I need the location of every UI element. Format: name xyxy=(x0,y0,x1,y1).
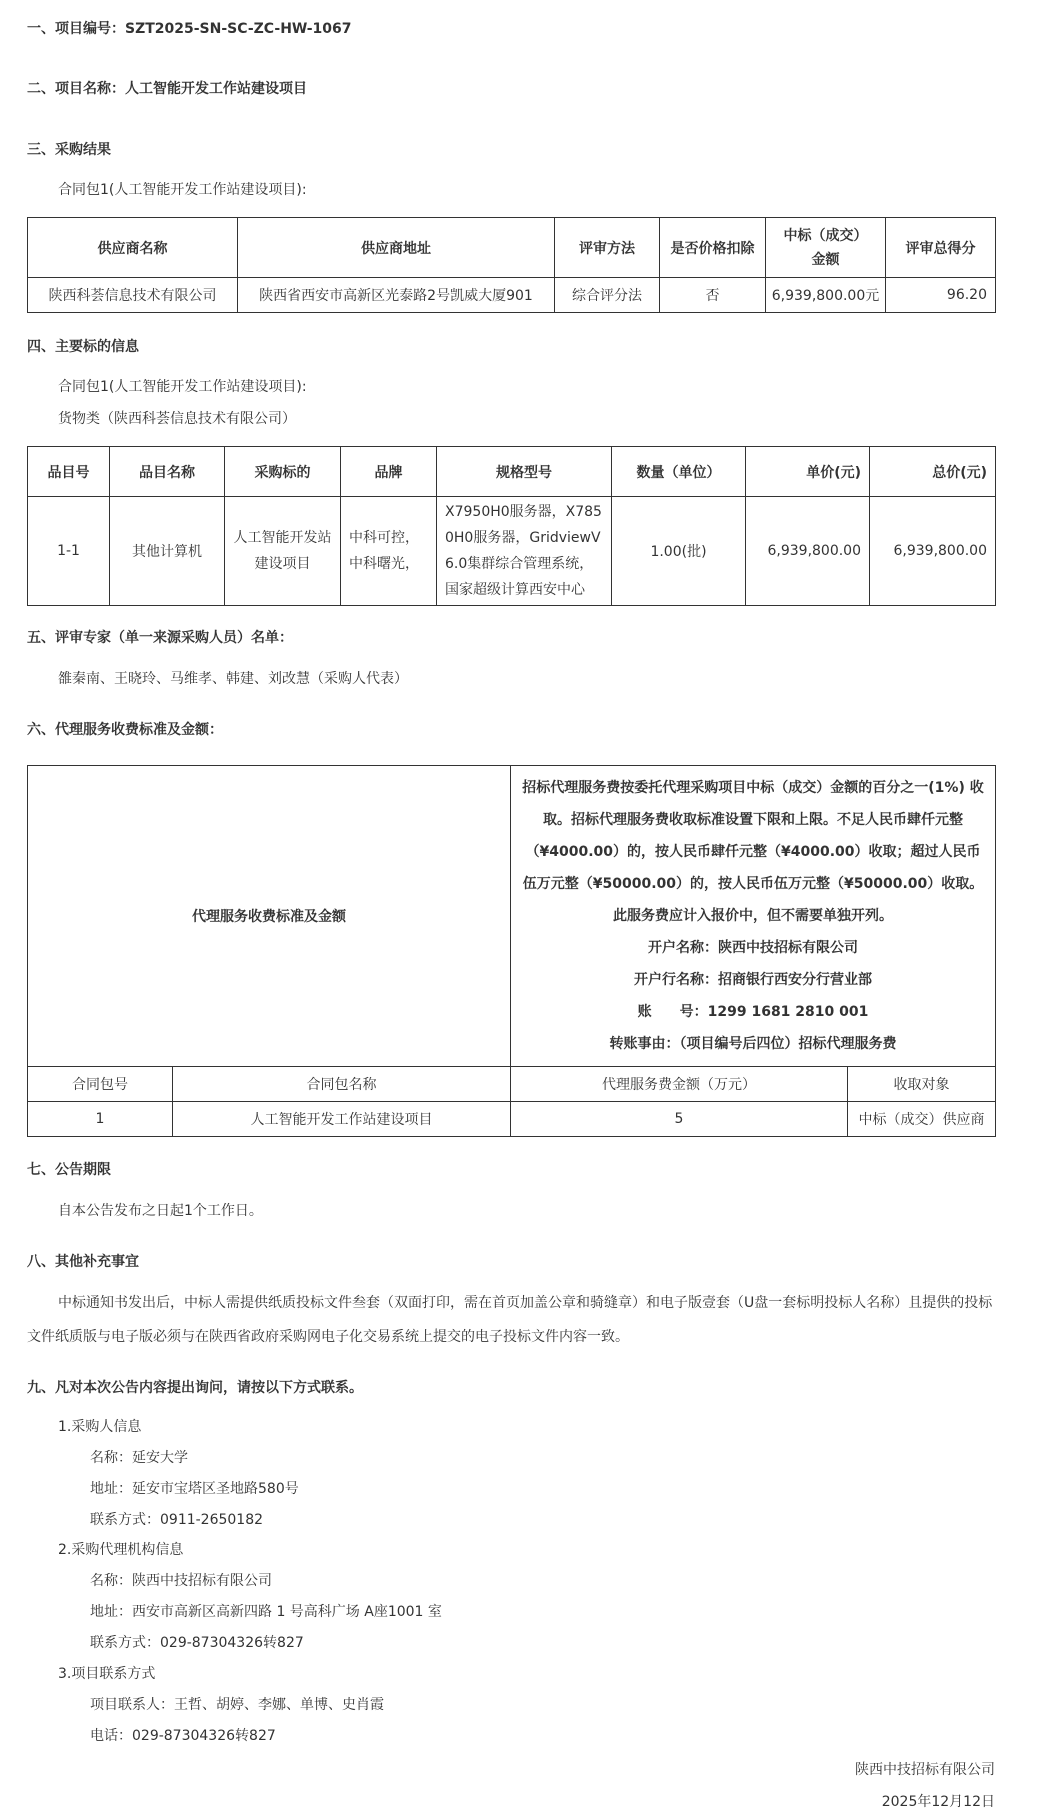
item-number: 1-1 xyxy=(28,497,110,606)
header-cell: 合同包号 xyxy=(28,1067,173,1102)
brand: 中科可控，中科曙光， xyxy=(341,497,437,606)
fee-standard-row xyxy=(28,766,996,1067)
item-name: 其他计算机 xyxy=(110,497,225,606)
header-cell: 总价(元) xyxy=(870,447,996,497)
result-table-header xyxy=(28,218,996,278)
project-contact-phone: 电话：029-87304326转827 xyxy=(90,1728,276,1744)
header-cell: 数量（单位） xyxy=(612,447,746,497)
buyer-phone: 联系方式：0911-2650182 xyxy=(90,1512,264,1528)
table-row xyxy=(28,1102,996,1137)
spec-model: X7950H0服务器，X7850H0服务器，GridviewV6.0集群综合管理系统，国家超级计算西安中心 xyxy=(437,497,612,606)
procurement-target: 人工智能开发站建设项目 xyxy=(225,497,341,606)
bank-name: 开户行名称：招商银行西安分行营业部 xyxy=(634,972,872,988)
transfer-reason: 转账事由：（项目编号后四位）招标代理服务费 xyxy=(609,1036,897,1052)
unit-price: 6,939,800.00 xyxy=(746,497,870,606)
header-cell: 评审方法 xyxy=(555,218,660,278)
package-number: 1 xyxy=(28,1102,173,1137)
goods-table xyxy=(27,446,996,606)
goods-table-header xyxy=(28,447,996,497)
agent-info-title: 2.采购代理机构信息 xyxy=(58,1542,184,1558)
header-cell: 规格型号 xyxy=(437,447,612,497)
table-row xyxy=(28,278,996,313)
header-cell: 合同包名称 xyxy=(173,1067,511,1102)
header-cell: 采购标的 xyxy=(225,447,341,497)
section-fee-heading: 六、代理服务收费标准及金额： xyxy=(27,722,223,738)
project-contact-people: 项目联系人：王哲、胡婷、李娜、单博、史肖霞 xyxy=(90,1697,384,1713)
buyer-address: 地址：延安市宝塔区圣地路580号 xyxy=(90,1481,299,1497)
review-method: 综合评分法 xyxy=(555,278,660,313)
header-cell: 是否价格扣除 xyxy=(660,218,766,278)
package-name: 人工智能开发工作站建设项目 xyxy=(173,1102,511,1137)
supplier-address: 陕西省西安市高新区光泰路2号凯威大厦901 xyxy=(238,278,555,313)
project-contact-title: 3.项目联系方式 xyxy=(58,1666,156,1682)
experts-list: 雒秦南、王晓玲、马维孝、韩建、刘改慧（采购人代表） xyxy=(58,671,408,687)
header-cell: 中标（成交）金额 xyxy=(766,218,886,278)
section-contact-heading: 九、凡对本次公告内容提出询问，请按以下方式联系。 xyxy=(27,1380,363,1396)
goods-package-label: 合同包1(人工智能开发工作站建设项目): xyxy=(58,379,307,395)
signature-org: 陕西中技招标有限公司 xyxy=(855,1762,995,1778)
total-price: 6,939,800.00 xyxy=(870,497,996,606)
signature-date: 2025年12月12日 xyxy=(881,1794,995,1810)
period-text: 自本公告发布之日起1个工作日。 xyxy=(58,1203,263,1219)
header-cell: 品目名称 xyxy=(110,447,225,497)
section-other-heading: 八、其他补充事宜 xyxy=(27,1254,139,1270)
total-score: 96.20 xyxy=(886,278,996,313)
header-cell: 单价(元) xyxy=(746,447,870,497)
quantity: 1.00(批) xyxy=(612,497,746,606)
goods-type-label: 货物类（陕西科荟信息技术有限公司） xyxy=(58,411,296,427)
section-experts-heading: 五、评审专家（单一来源采购人员）名单： xyxy=(27,630,293,646)
result-package-label: 合同包1(人工智能开发工作站建设项目): xyxy=(58,182,307,198)
section-goods-heading: 四、主要标的信息 xyxy=(27,339,139,355)
bid-amount: 6,939,800.00元 xyxy=(766,278,886,313)
fee-standard-label: 代理服务收费标准及金额 xyxy=(28,766,511,1067)
fee-amount: 5 xyxy=(511,1102,848,1137)
fee-rule-text: 招标代理服务费按委托代理采购项目中标（成交）金额的百分之一(1%) 收取。招标代理服务费收取标准设置下限和上限。不足人民币肆仟元整（¥4000.00）的，按人民币肆仟元整（¥4000.00）收取；超过人民币伍万元整（¥50000.00）的，按人民币伍万元整（¥50000.00）收取。此服务费应计入报价中，但不需要单独开列。 xyxy=(522,780,984,924)
fee-table xyxy=(27,765,996,1137)
table-row xyxy=(28,497,996,606)
price-deduction: 否 xyxy=(660,278,766,313)
result-table xyxy=(27,217,996,313)
fee-table-header xyxy=(28,1067,996,1102)
supplier-name: 陕西科荟信息技术有限公司 xyxy=(28,278,238,313)
fee-payer: 中标（成交）供应商 xyxy=(848,1102,996,1137)
buyer-info-title: 1.采购人信息 xyxy=(58,1419,142,1435)
other-text-line2: 文件纸质版与电子版必须与在陕西省政府采购网电子化交易系统上提交的电子投标文件内容一致。 xyxy=(27,1329,629,1345)
account-name: 开户名称：陕西中技招标有限公司 xyxy=(648,940,858,956)
header-cell: 评审总得分 xyxy=(886,218,996,278)
account-number: 账 号：1299 1681 2810 001 xyxy=(637,1004,869,1020)
section-period-heading: 七、公告期限 xyxy=(27,1162,111,1178)
header-cell: 收取对象 xyxy=(848,1067,996,1102)
section-project-number: 一、项目编号：SZT2025-SN-SC-ZC-HW-1067 xyxy=(27,21,352,37)
agent-name: 名称：陕西中技招标有限公司 xyxy=(90,1573,272,1589)
section-project-name: 二、项目名称：人工智能开发工作站建设项目 xyxy=(27,81,307,97)
header-cell: 供应商地址 xyxy=(238,218,555,278)
header-cell: 品目号 xyxy=(28,447,110,497)
header-cell: 品牌 xyxy=(341,447,437,497)
header-cell: 供应商名称 xyxy=(28,218,238,278)
other-text-line1: 中标通知书发出后，中标人需提供纸质投标文件叁套（双面打印，需在首页加盖公章和骑缝章）和电子版壹套（U盘一套标明投标人名称）且提供的投标 xyxy=(58,1295,993,1311)
buyer-name: 名称：延安大学 xyxy=(90,1450,188,1466)
agent-phone: 联系方式：029-87304326转827 xyxy=(90,1635,304,1651)
section-result-heading: 三、采购结果 xyxy=(27,142,111,158)
header-cell: 代理服务费金额（万元） xyxy=(511,1067,848,1102)
fee-standard-detail xyxy=(511,766,996,1067)
agent-address: 地址：西安市高新区高新四路 1 号高科广场 A座1001 室 xyxy=(90,1604,442,1620)
